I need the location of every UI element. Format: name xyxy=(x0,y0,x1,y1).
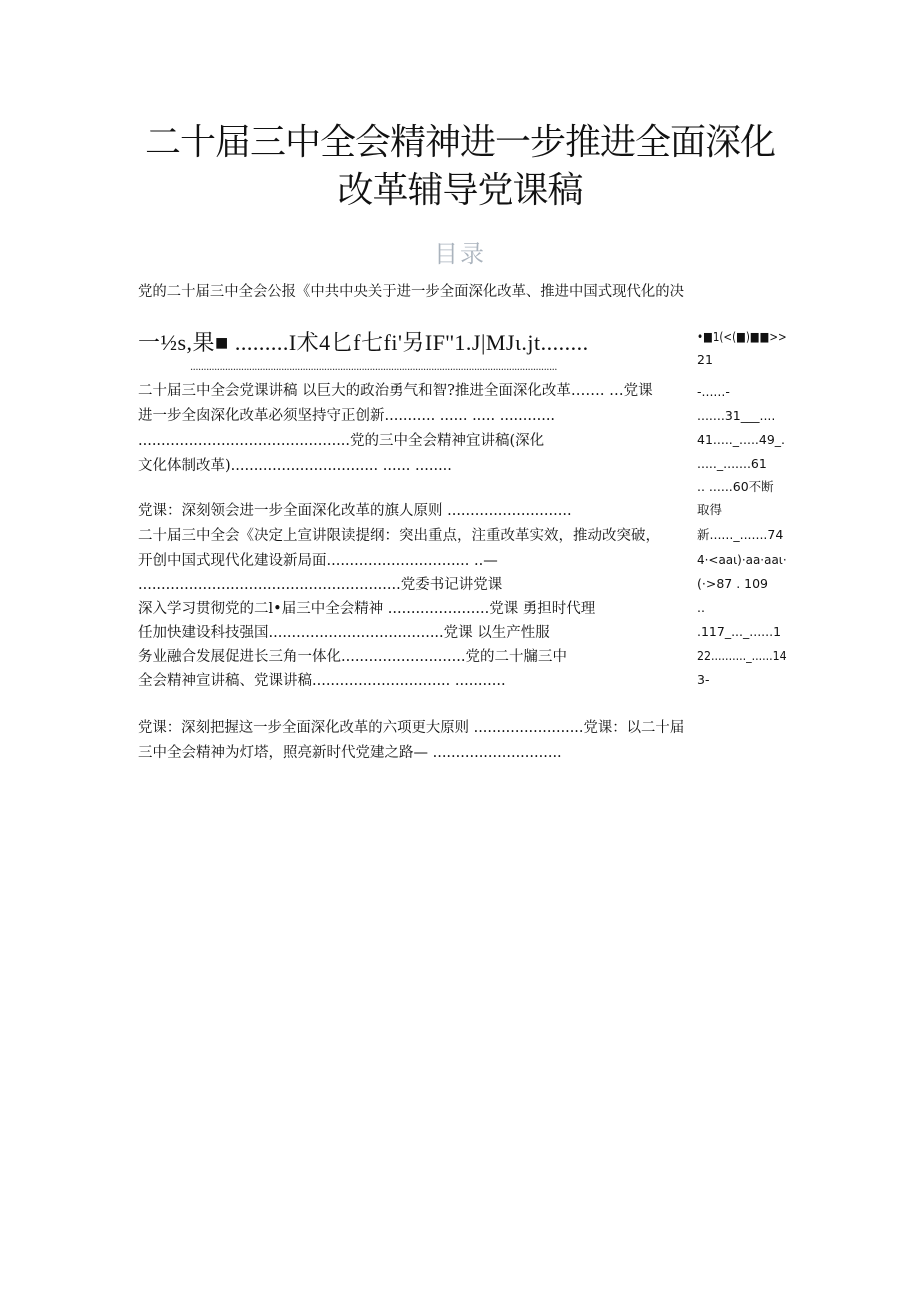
toc-page-ref: .117_..._......1 xyxy=(697,624,782,639)
toc-page-ref: 22.........._......14 xyxy=(697,648,787,663)
toc-line: 开创中国式现代化建设新局面............................... ..— xyxy=(138,553,498,569)
toc-line: 二十届三中全会《决定上宣讲限读提纲：突出重点，注重改革实效，推动改突破， xyxy=(138,528,660,544)
toc-dot-rule: ......................................................................................................................................... xyxy=(190,362,557,373)
toc-line: 任加快建设科技强国......................................党课 以生产性服 xyxy=(138,625,550,641)
toc-heading: 目录 xyxy=(434,240,486,268)
toc-intro-line: 党的二十届三中全会公报《中共中央关于进一步全面深化改革、推进中国式现代化的决 xyxy=(138,284,684,300)
toc-line: 三中全会精神为灯塔，照亮新时代党建之路— ............................ xyxy=(138,745,562,761)
document-title-line-1: 二十届三中全会精神进一步推进全面深化 xyxy=(144,122,775,163)
toc-line: 党课：深刻领会进一步全面深化改革的旗人原则 ........................... xyxy=(138,503,572,519)
toc-line: 深入学习贯彻党的二l•届三中全会精神 ......................党课 勇担时代理 xyxy=(138,601,596,617)
toc-page-ref: .. ......60不断 xyxy=(697,479,774,494)
toc-line: 进一步全囱深化改革必须坚持守正创新........... ...... ..... ............ xyxy=(138,408,556,424)
toc-garbled-line: 一½s,果■ .........I术4匕f七fi'另IF''1.J|MJι.jt........ xyxy=(138,330,589,355)
document-title-line-2: 改革辅导党课稿 xyxy=(337,170,583,211)
toc-page-ref: (·>87 . 109 xyxy=(697,576,769,591)
toc-page-ref: 3- xyxy=(697,672,710,687)
toc-line: 文化体制改革)................................ ...... ........ xyxy=(138,458,452,474)
toc-line: .........................................................党委书记讲党课 xyxy=(138,577,503,593)
toc-page-ref: .. xyxy=(697,600,705,615)
toc-page-ref: .......31___.... xyxy=(697,408,776,423)
toc-page-ref: -......- xyxy=(697,384,730,399)
toc-line: 全会精神宣讲稿、党课讲稿.............................. ........... xyxy=(138,673,506,689)
toc-line: 党课：深刻把握这一步全面深化改革的六项更大原则 ........................党课：以二十届 xyxy=(138,720,685,736)
toc-page-ref: 取得 xyxy=(697,502,723,517)
toc-page-ref: •■1(<(■)■■>> xyxy=(697,329,787,344)
toc-page-ref: ....._.......61 xyxy=(697,456,767,471)
toc-line: 二十届三中全会党课讲稿 以巨大的政治勇气和智?推进全面深化改革……. …党课 xyxy=(138,383,653,399)
toc-page-ref: 4·<aaι)·aa·aaι· xyxy=(697,552,787,567)
toc-page-ref: 21 xyxy=(697,352,713,367)
toc-line: ..............................................党的三中全会精神宜讲稿(深化 xyxy=(138,433,545,449)
toc-line: 务业融合发展促进长三角一体化...........................党的二十牖三中 xyxy=(138,649,567,665)
toc-page-ref: 41....._.....49_. xyxy=(697,432,786,447)
toc-page-ref: 新......_.......74 xyxy=(697,527,784,542)
